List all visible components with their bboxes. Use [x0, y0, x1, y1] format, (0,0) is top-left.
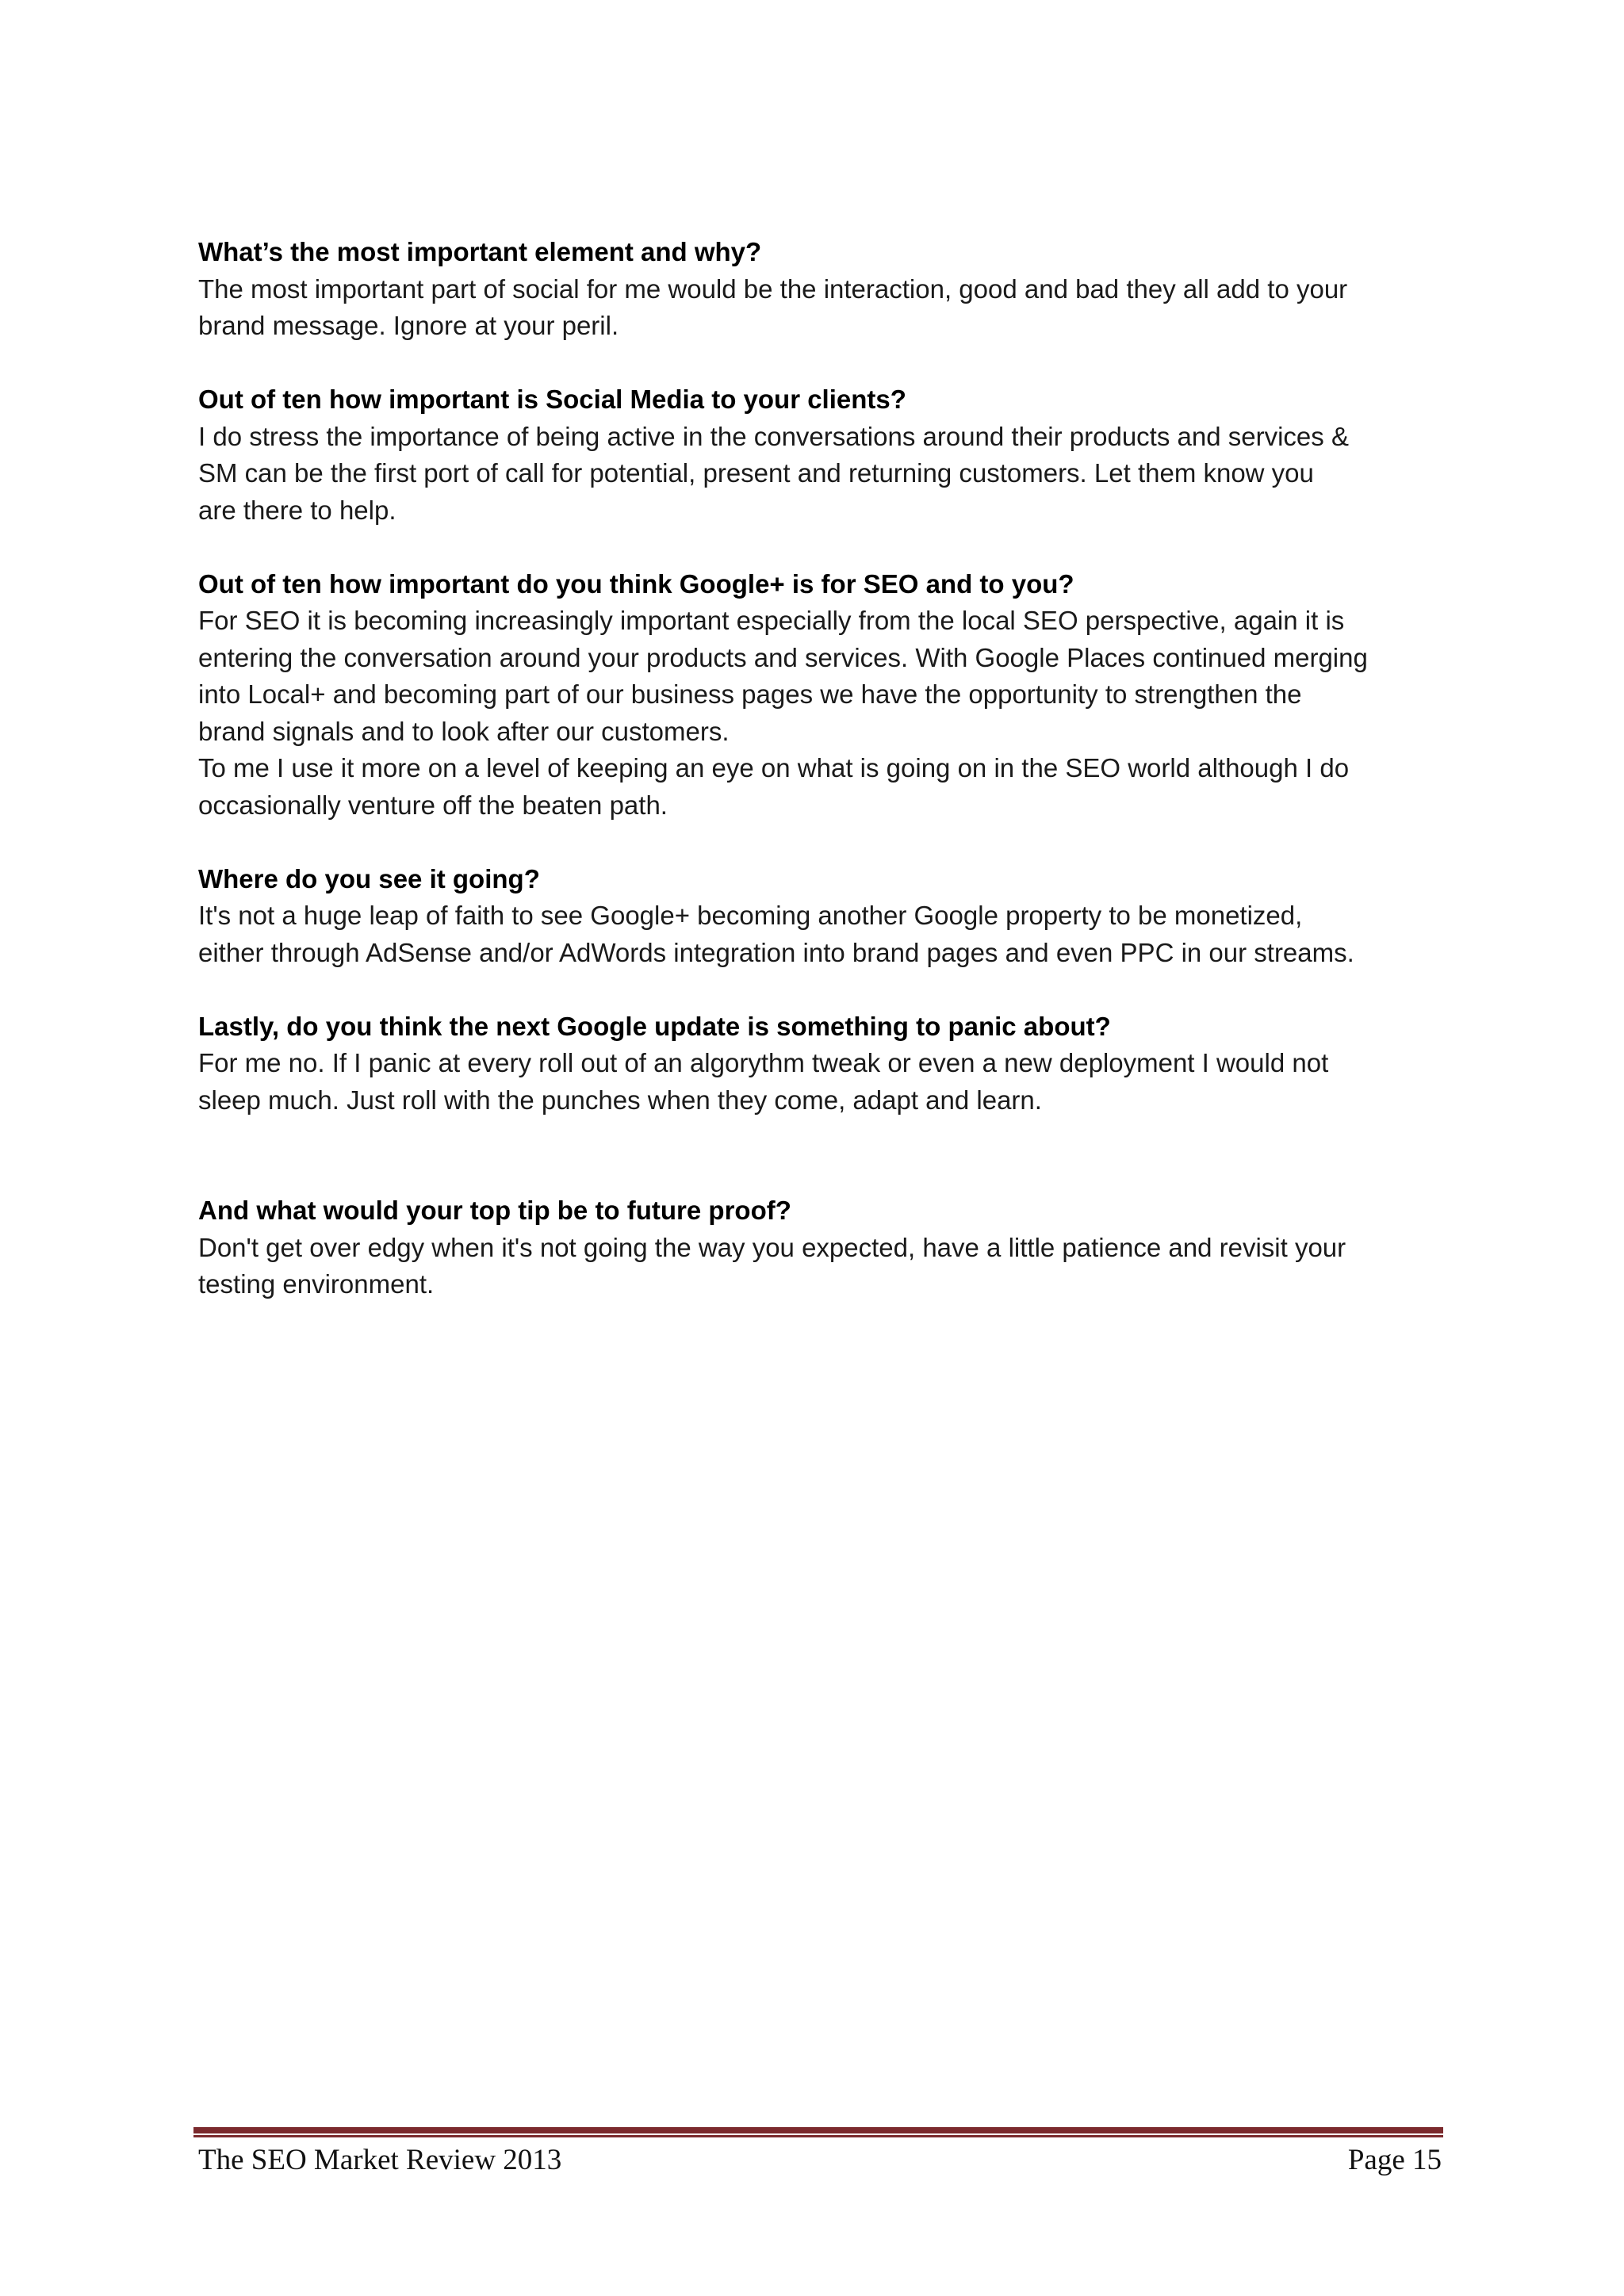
footer-divider-thin [193, 2135, 1443, 2137]
page-number: Page 15 [1347, 2144, 1442, 2176]
question-heading: What’s the most important element and why? [198, 237, 762, 266]
answer-line: entering the conversation around your products and services. With Google Places continued merging [198, 642, 1368, 672]
question-heading: Out of ten how important do you think Google+ is for SEO and to you? [198, 568, 1074, 599]
answer-line: into Local+ and becoming part of our business pages we have the opportunity to strengthen the [198, 679, 1302, 709]
answer-line: either through AdSense and/or AdWords integration into brand pages and even PPC in our streams. [198, 937, 1354, 967]
footer-divider-thick [193, 2127, 1443, 2133]
qa-block-top-tip [198, 1192, 1451, 1303]
document-body [198, 234, 1451, 1303]
answer-line: occasionally venture off the beaten path. [198, 790, 668, 820]
qa-block-social-media-clients [198, 381, 1451, 529]
answer-line: sleep much. Just roll with the punches when they come, adapt and learn. [198, 1085, 1042, 1115]
answer-line: I do stress the importance of being active in the conversations around their products and services & [198, 421, 1349, 451]
answer-line: The most important part of social for me would be the interaction, good and bad they all add to your [198, 274, 1348, 304]
answer-line: brand message. Ignore at your peril. [198, 311, 619, 340]
qa-block-google-plus-seo [198, 566, 1451, 825]
footer-title: The SEO Market Review 2013 [198, 2144, 562, 2176]
answer-line: For me no. If I panic at every roll out of an algorythm tweak or even a new deployment I would not [198, 1048, 1329, 1077]
answer-line: To me I use it more on a level of keeping an eye on what is going on in the SEO world although I do [198, 753, 1350, 783]
footer-divider [193, 2127, 1443, 2135]
question-heading: Lastly, do you think the next Google update is something to panic about? [198, 1011, 1111, 1041]
qa-block-google-update-panic [198, 1008, 1451, 1119]
answer-line: brand signals and to look after our customers. [198, 716, 730, 746]
answer-line: Don't get over edgy when it's not going the way you expected, have a little patience and revisit your [198, 1232, 1346, 1262]
answer-line: are there to help. [198, 495, 396, 525]
answer-line: For SEO it is becoming increasingly important especially from the local SEO perspective, again it is [198, 606, 1345, 635]
question-heading: Where do you see it going? [198, 863, 540, 894]
answer-line: testing environment. [198, 1269, 435, 1299]
answer-line: SM can be the first port of call for potential, present and returning customers. Let them know you [198, 458, 1314, 488]
question-heading: And what would your top tip be to future proof? [198, 1196, 791, 1225]
qa-block-where-going [198, 861, 1451, 972]
answer-line: It's not a huge leap of faith to see Google+ becoming another Google property to be monetized, [198, 901, 1303, 930]
question-heading: Out of ten how important is Social Media to your clients? [198, 385, 906, 414]
qa-block-most-important-element [198, 234, 1451, 345]
